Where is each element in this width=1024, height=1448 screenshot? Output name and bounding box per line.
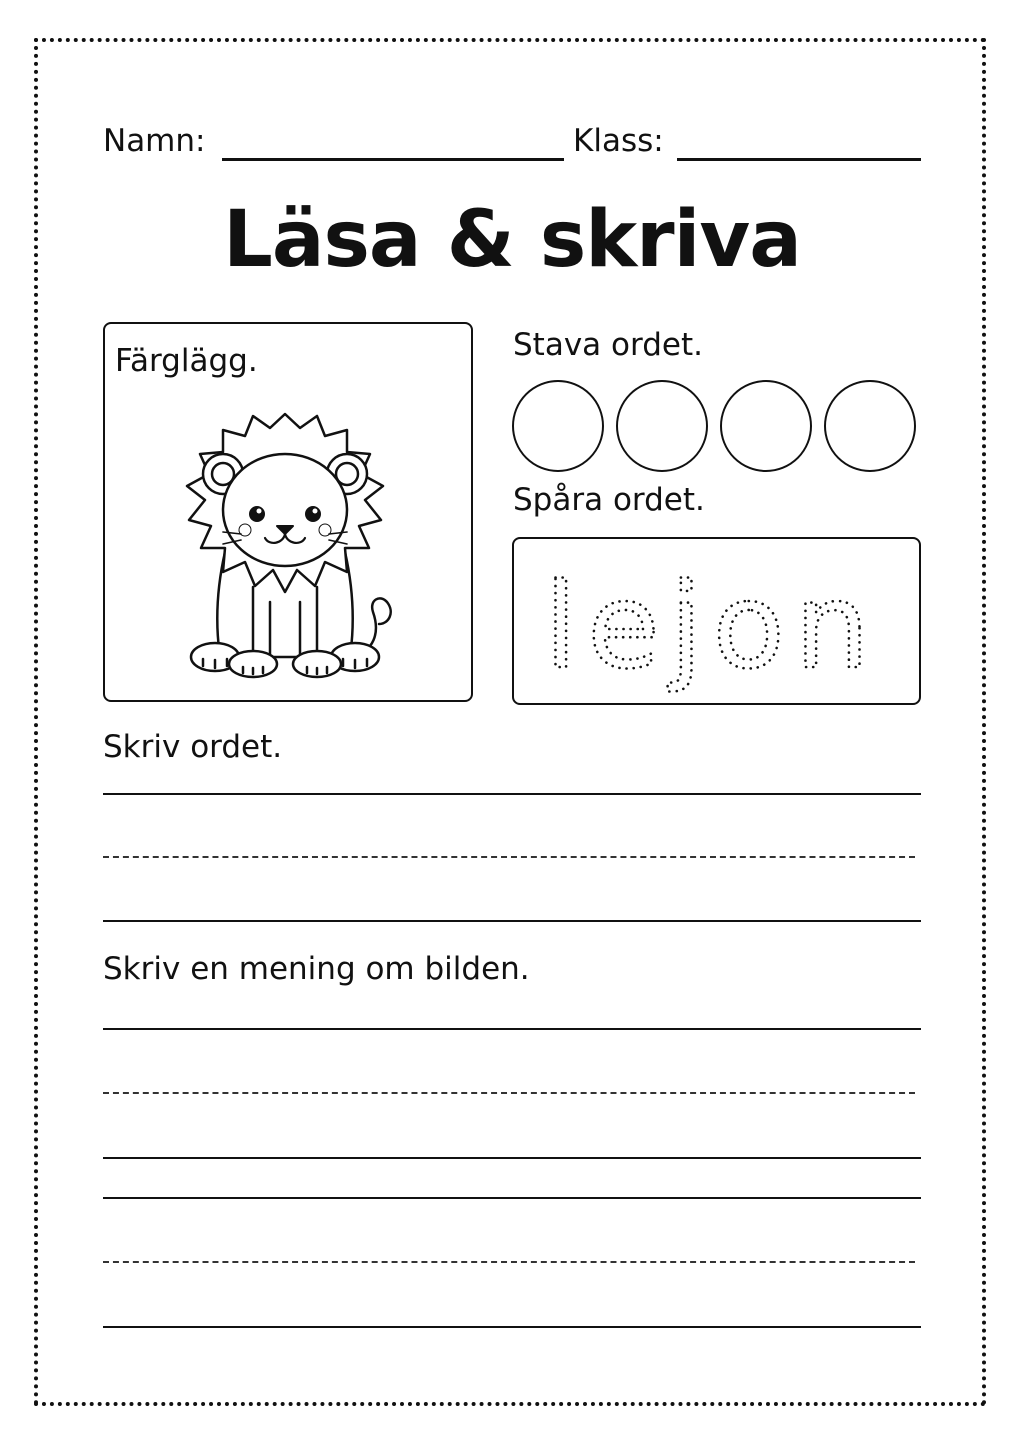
write-word-label: Skriv ordet.	[103, 729, 283, 765]
sentence-row2-mid-line	[103, 1261, 915, 1263]
trace-label: Spåra ordet.	[513, 482, 705, 518]
trace-word-lejon	[514, 539, 919, 703]
trace-word: lejon	[544, 557, 880, 695]
name-field[interactable]	[222, 158, 564, 161]
spell-circle-4[interactable]	[824, 380, 916, 472]
spell-circle-3[interactable]	[720, 380, 812, 472]
name-label: Namn:	[103, 123, 206, 159]
coloring-label: Färglägg.	[115, 343, 258, 379]
write-word-top-line[interactable]	[103, 793, 921, 795]
class-label: Klass:	[573, 123, 664, 159]
write-sentence-label: Skriv en mening om bilden.	[103, 951, 530, 987]
class-field[interactable]	[677, 158, 921, 161]
trace-box[interactable]	[512, 537, 921, 705]
coloring-box	[103, 322, 473, 702]
spell-circle-2[interactable]	[616, 380, 708, 472]
write-word-mid-line	[103, 856, 915, 858]
page-title: Läsa & skriva	[223, 195, 801, 285]
sentence-row2-base-line[interactable]	[103, 1326, 921, 1328]
spell-circle-1[interactable]	[512, 380, 604, 472]
sentence-row1-base-line[interactable]	[103, 1157, 921, 1159]
sentence-row2-top-line[interactable]	[103, 1197, 921, 1199]
sentence-row1-top-line[interactable]	[103, 1028, 921, 1030]
sentence-row1-mid-line	[103, 1092, 915, 1094]
write-word-base-line[interactable]	[103, 920, 921, 922]
lion-icon[interactable]	[165, 402, 405, 682]
spell-label: Stava ordet.	[513, 327, 703, 363]
